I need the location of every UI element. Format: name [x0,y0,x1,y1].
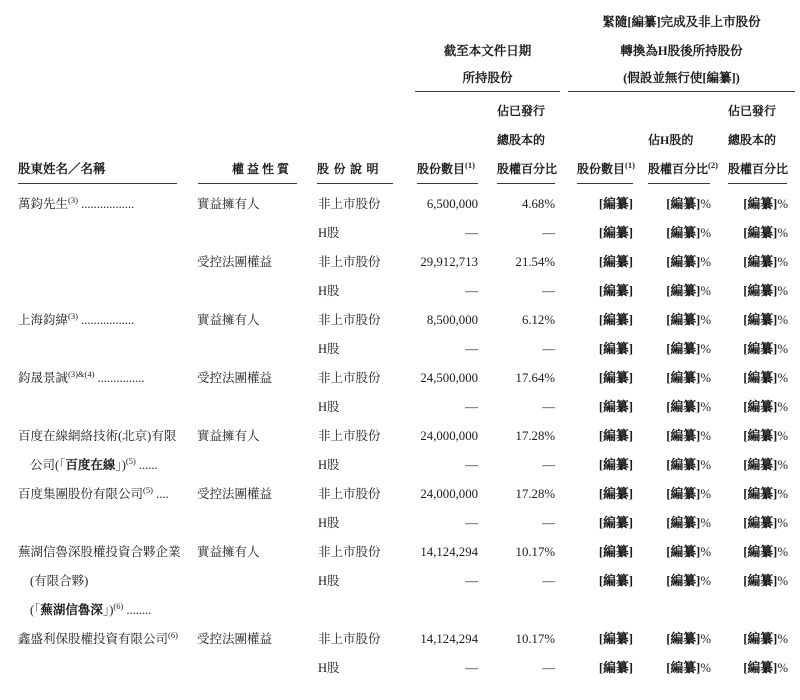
pct-of-total-current: — [542,284,555,298]
shares-current: 14,124,294 [420,632,478,646]
nature-of-interest: 實益擁有人 [197,429,260,443]
pct-of-total-current: 17.64% [515,371,555,385]
pct-of-total-post: [編纂]% [743,255,788,269]
pct-of-total-post: [編纂]% [743,545,788,559]
table-row [0,600,800,619]
shareholder-name: 鑫盛利保股權投資有限公司$^{(6)}$ [18,629,178,646]
pct-of-total-post: [編纂]% [743,516,788,530]
share-class: 非上市股份 [318,255,381,269]
table-row [0,429,800,445]
pct-of-total-current: 17.28% [515,429,555,443]
col-rule-nature [198,183,297,184]
table-row [0,455,800,474]
table-row [0,342,800,358]
shares-post: [編纂] [598,545,633,559]
shareholder-name: 鈞晟景誠$^{(3)\&(4)}$ ............... [18,368,145,385]
nature-of-interest: 受控法團權益 [197,371,273,385]
share-class: 非上市股份 [318,632,381,646]
pct-of-total-post: [編纂]% [743,371,788,385]
share-class: H股 [318,400,340,414]
shares-current: — [465,342,478,356]
shareholder-name: (「蕪湖信魯深」)$^{(6)}$ ........ [30,600,152,617]
table-row [0,255,800,271]
share-class: H股 [318,661,340,675]
pct-of-h-shares-post: [編纂]% [666,632,711,646]
col-header-pct-current-line1: 佔已發行 [497,104,546,118]
group-header-current-line2: 所持股份 [462,71,513,85]
shares-current: — [465,284,478,298]
shares-post: [編纂] [598,661,633,675]
table-row [0,516,800,532]
pct-of-total-current: — [542,400,555,414]
shareholder-name: 蕪湖信魯深股權投資合夥企業 [18,545,181,559]
col-rule-share-class [317,183,393,184]
group-header-current-line1: 截至本文件日期 [443,44,532,58]
share-class: H股 [318,516,340,530]
group-header-post-line2: 轉換為H股後所持股份 [620,44,743,58]
pct-of-total-post: [編纂]% [743,632,788,646]
col-header-pct-h-line1: 佔H股的 [648,133,694,147]
pct-of-total-current: — [542,226,555,240]
shares-post: [編纂] [598,574,633,588]
shares-post: [編纂] [598,226,633,240]
pct-of-h-shares-post: [編纂]% [666,545,711,559]
share-class: H股 [318,226,340,240]
col-header-shareholder-name: 股東姓名／名稱 [18,162,106,176]
footnote-sup-2: (2) [708,160,718,170]
table-row [0,310,800,329]
share-class: H股 [318,574,340,588]
pct-of-h-shares-post: [編纂]% [666,197,711,211]
col-header-pct-total-line3: 股權百分比 [728,162,789,176]
col-rule-pct-h-post [648,183,710,184]
pct-of-total-post: [編纂]% [743,226,788,240]
nature-of-interest: 實益擁有人 [197,313,260,327]
shares-post: [編纂] [598,458,633,472]
footnote-sup-1: (1) [625,160,635,170]
shareholder-name: 公司(「百度在線」)$^{(5)}$ ...... [30,455,158,472]
shares-current: — [465,400,478,414]
pct-of-total-post: [編纂]% [743,661,788,675]
shareholder-name: 百度集團股份有限公司$^{(5)}$ .... [18,484,169,501]
shares-post: [編纂] [598,313,633,327]
pct-of-h-shares-post: [編纂]% [666,284,711,298]
shares-current: 29,912,713 [420,255,478,269]
table-row [0,226,800,242]
table-row [0,194,800,213]
shares-post: [編纂] [598,255,633,269]
share-class: 非上市股份 [318,313,381,327]
share-class: 非上市股份 [318,487,381,501]
shares-post: [編纂] [598,400,633,414]
share-class: 非上市股份 [318,429,381,443]
pct-of-total-post: [編纂]% [743,284,788,298]
nature-of-interest: 實益擁有人 [197,545,260,559]
shares-current: — [465,516,478,530]
shares-current: — [465,226,478,240]
table-row [0,545,800,561]
table-row [0,661,800,677]
col-rule-name [18,183,177,184]
group-header-post-line1: 緊隨[編纂]完成及非上市股份 [602,15,761,29]
pct-of-total-post: [編纂]% [743,487,788,501]
pct-of-h-shares-post: [編纂]% [666,458,711,472]
shareholder-name: 萬鈞先生$^{(3)}$ ................. [18,194,135,211]
shares-current: 6,500,000 [426,197,478,211]
shares-current: 24,000,000 [420,429,478,443]
shareholder-name: (有限合夥) [30,574,89,588]
col-header-share-class: 股份說明 [317,162,384,176]
pct-of-total-post: [編纂]% [743,429,788,443]
nature-of-interest: 實益擁有人 [197,197,260,211]
pct-of-total-current: 21.54% [515,255,555,269]
pct-of-h-shares-post: [編纂]% [666,487,711,501]
pct-of-h-shares-post: [編纂]% [666,255,711,269]
col-header-pct-h-line2: 股權百分比$^{(2)}$ [648,160,718,176]
pct-of-total-post: [編纂]% [743,342,788,356]
col-header-nature: 權益性質 [232,162,293,176]
shares-post: [編纂] [598,516,633,530]
pct-of-total-current: — [542,342,555,356]
shares-post: [編纂] [598,487,633,501]
pct-of-total-current: 17.28% [515,487,555,501]
table-row [0,400,800,416]
table-row [0,284,800,300]
col-rule-pct-total-post [728,183,787,184]
shareholder-name: 百度在線網絡技術(北京)有限 [18,429,177,443]
table-row [0,574,800,590]
footnote-sup-1: (1) [465,160,475,170]
table-row [0,368,800,387]
pct-of-h-shares-post: [編纂]% [666,342,711,356]
shares-current: 8,500,000 [426,313,478,327]
pct-of-h-shares-post: [編纂]% [666,313,711,327]
pct-of-total-current: 10.17% [515,632,555,646]
col-header-pct-total-line1: 佔已發行 [728,104,777,118]
shareholder-name: 上海鈞緯$^{(3)}$ ................. [18,310,135,327]
pct-of-h-shares-post: [編纂]% [666,429,711,443]
nature-of-interest: 受控法團權益 [197,632,273,646]
nature-of-interest: 受控法團權益 [197,487,273,501]
share-class: 非上市股份 [318,545,381,559]
shares-current: — [465,661,478,675]
shares-current: 14,124,294 [420,545,478,559]
shares-current: 24,500,000 [420,371,478,385]
shares-post: [編纂] [598,284,633,298]
shares-post: [編纂] [598,371,633,385]
col-rule-shares-post [577,183,633,184]
nature-of-interest: 受控法團權益 [197,255,273,269]
shares-post: [編纂] [598,197,633,211]
pct-of-total-post: [編纂]% [743,197,788,211]
pct-of-total-current: 6.12% [521,313,555,327]
shares-post: [編纂] [598,342,633,356]
pct-of-total-post: [編纂]% [743,313,788,327]
shares-post: [編纂] [598,429,633,443]
col-header-pct-current-line2: 總股本的 [497,133,546,147]
pct-of-total-post: [編纂]% [743,400,788,414]
pct-of-total-current: — [542,516,555,530]
col-header-shares-current: 股份數目$^{(1)}$ [417,160,475,176]
table-row [0,629,800,648]
pct-of-total-post: [編纂]% [743,574,788,588]
pct-of-total-current: — [542,574,555,588]
shares-current: 24,000,000 [420,487,478,501]
pct-of-total-current: 10.17% [515,545,555,559]
table-row [0,484,800,503]
col-header-pct-total-line2: 總股本的 [728,133,777,147]
shares-current: — [465,458,478,472]
pct-of-total-current: 4.68% [521,197,555,211]
share-class: H股 [318,458,340,472]
shares-post: [編纂] [598,632,633,646]
group-header-post-line3: (假設並無行使[編纂]) [623,71,740,85]
pct-of-total-current: — [542,661,555,675]
pct-of-h-shares-post: [編纂]% [666,371,711,385]
pct-of-h-shares-post: [編纂]% [666,400,711,414]
group-rule-post [568,91,795,92]
col-rule-pct-current [497,183,555,184]
pct-of-total-current: — [542,458,555,472]
share-class: H股 [318,284,340,298]
pct-of-h-shares-post: [編纂]% [666,516,711,530]
shares-current: — [465,574,478,588]
pct-of-h-shares-post: [編纂]% [666,226,711,240]
share-class: 非上市股份 [318,371,381,385]
col-header-pct-current-line3: 股權百分比 [497,162,558,176]
share-class: H股 [318,342,340,356]
share-class: 非上市股份 [318,197,381,211]
col-header-shares-post: 股份數目$^{(1)}$ [577,160,635,176]
pct-of-total-post: [編纂]% [743,458,788,472]
col-rule-shares-current [417,183,478,184]
pct-of-h-shares-post: [編纂]% [666,661,711,675]
pct-of-h-shares-post: [編纂]% [666,574,711,588]
group-rule-current [415,91,560,92]
